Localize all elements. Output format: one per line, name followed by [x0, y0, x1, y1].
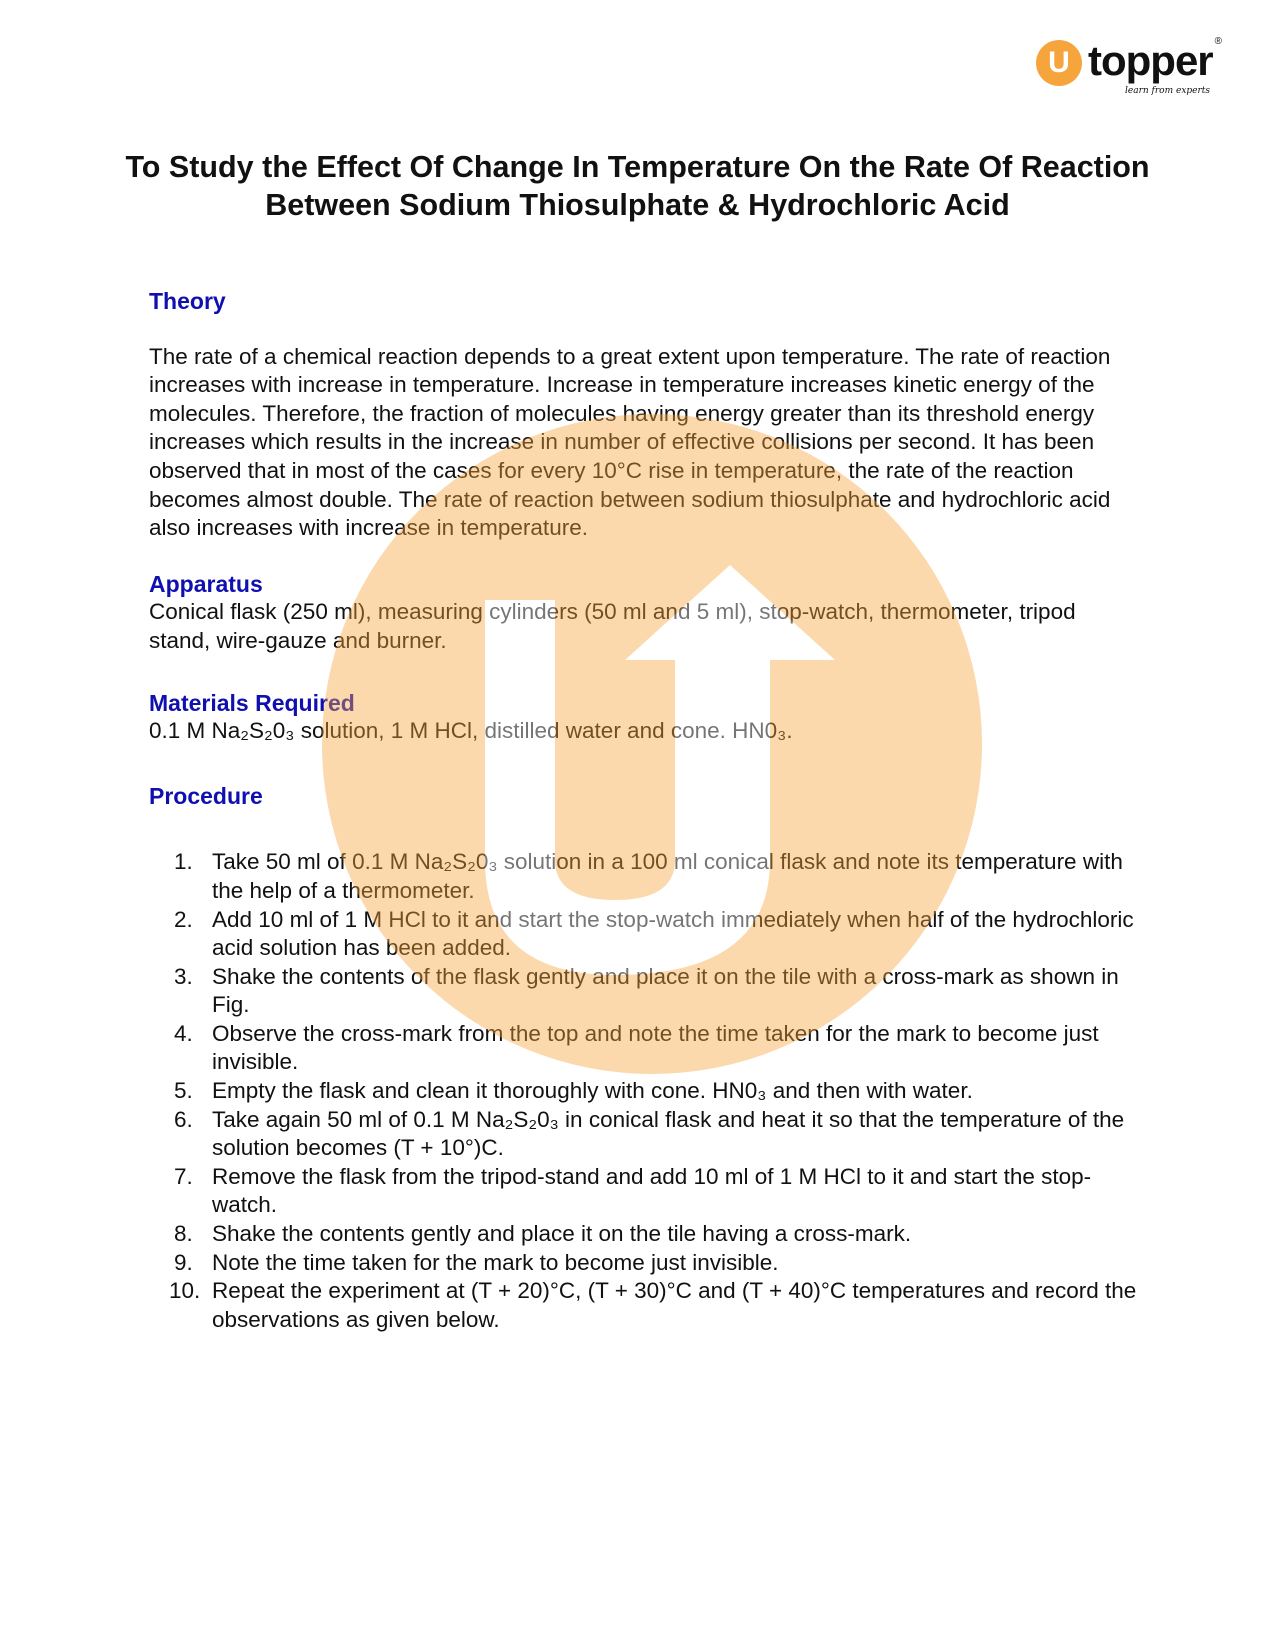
- theory-text: The rate of a chemical reaction depends to a great extent upon temperature. The rate of reaction increases with increase in temperature. Increase in temperature increases kinetic energy of the molecules. Therefore, the fraction of molecules having energy greater than its threshold energy increases which results in the increase in number of effective collisions per second. It has been observed that in most of the cases for every 10°C rise in temperature, the rate of the reaction becomes almost double. The rate of reaction between sodium thiosulphate and hydrochloric acid also increases with increase in temperature.: [149, 343, 1111, 541]
- procedure-heading: Procedure: [149, 782, 263, 809]
- materials-section: [149, 689, 1139, 746]
- step-number: 5.: [174, 1078, 193, 1104]
- step-text: Observe the cross-mark from the top and note the time taken for the mark to become just invisible.: [212, 1020, 1099, 1075]
- procedure-step: [149, 1163, 1139, 1220]
- step-text: Shake the contents of the flask gently and place it on the tile with a cross-mark as shown in Fig.: [212, 963, 1119, 1018]
- step-text: Add 10 ml of 1 M HCl to it and start the stop-watch immediately when half of the hydrochloric acid solution has been added.: [212, 906, 1134, 961]
- apparatus-section: [149, 570, 1139, 656]
- procedure-step: [149, 1249, 1139, 1278]
- step-number: 3.: [174, 963, 193, 989]
- procedure-step: [149, 1220, 1139, 1249]
- step-number: 7.: [174, 1163, 193, 1189]
- step-text: Repeat the experiment at (T + 20)°C, (T + 30)°C and (T + 40)°C temperatures and record the observations as given below.: [212, 1278, 1137, 1332]
- step-text: Empty the flask and clean it thoroughly with cone. HN0₃ and then with water.: [212, 1078, 973, 1104]
- logo-mark-icon: U: [1036, 40, 1082, 86]
- logo-row: [1036, 36, 1222, 86]
- procedure-section: [149, 782, 1139, 1335]
- step-text: Remove the flask from the tripod-stand and add 10 ml of 1 M HCl to it and start the stop-watch.: [212, 1163, 1092, 1218]
- step-text: Note the time taken for the mark to become just invisible.: [212, 1249, 779, 1275]
- topper-logo: [1036, 36, 1222, 97]
- procedure-step: [149, 1106, 1139, 1163]
- procedure-step: [149, 1277, 1139, 1334]
- registered-mark: ®: [1214, 36, 1223, 47]
- procedure-step: [149, 848, 1139, 905]
- step-text: Shake the contents gently and place it on the tile having a cross-mark.: [212, 1221, 912, 1247]
- procedure-step: [149, 1020, 1139, 1077]
- logo-tagline: learn from experts: [1125, 86, 1211, 96]
- apparatus-text: Conical flask (250 ml), measuring cylinders (50 ml and 5 ml), stop-watch, thermometer, tripod stand, wire-gauze and burner.: [149, 599, 1076, 653]
- procedure-step: [149, 1077, 1139, 1106]
- procedure-step: [149, 963, 1139, 1020]
- step-number: 1.: [174, 849, 193, 875]
- document-body: [149, 287, 1139, 1334]
- apparatus-heading: Apparatus: [149, 570, 263, 597]
- page-title: To Study the Effect Of Change In Temperature On the Rate Of Reaction Between Sodium Thiosulphate & Hydrochloric Acid: [125, 150, 1150, 222]
- procedure-step: [149, 906, 1139, 963]
- step-number: 2.: [174, 906, 193, 932]
- theory-section: [149, 287, 1139, 543]
- step-number: 6.: [174, 1106, 193, 1132]
- materials-heading: Materials Required: [149, 689, 355, 716]
- materials-text: 0.1 M Na₂S₂0₃ solution, 1 M HCl, distilled water and cone. HN0₃.: [149, 718, 793, 744]
- step-number: 8.: [174, 1221, 193, 1247]
- theory-heading: Theory: [149, 288, 226, 314]
- step-number: 9.: [174, 1249, 193, 1275]
- procedure-list: [149, 848, 1139, 1334]
- logo-name: topper: [1088, 37, 1213, 84]
- step-text: Take again 50 ml of 0.1 M Na₂S₂0₃ in conical flask and heat it so that the temperature of the solution becomes (T + 10°)C.: [212, 1106, 1125, 1161]
- step-number: 4.: [174, 1020, 193, 1046]
- step-number: 10.: [169, 1278, 201, 1304]
- step-text: Take 50 ml of 0.1 M Na₂S₂0₃ solution in a 100 ml conical flask and note its temperature with the help of a thermometer.: [212, 849, 1123, 903]
